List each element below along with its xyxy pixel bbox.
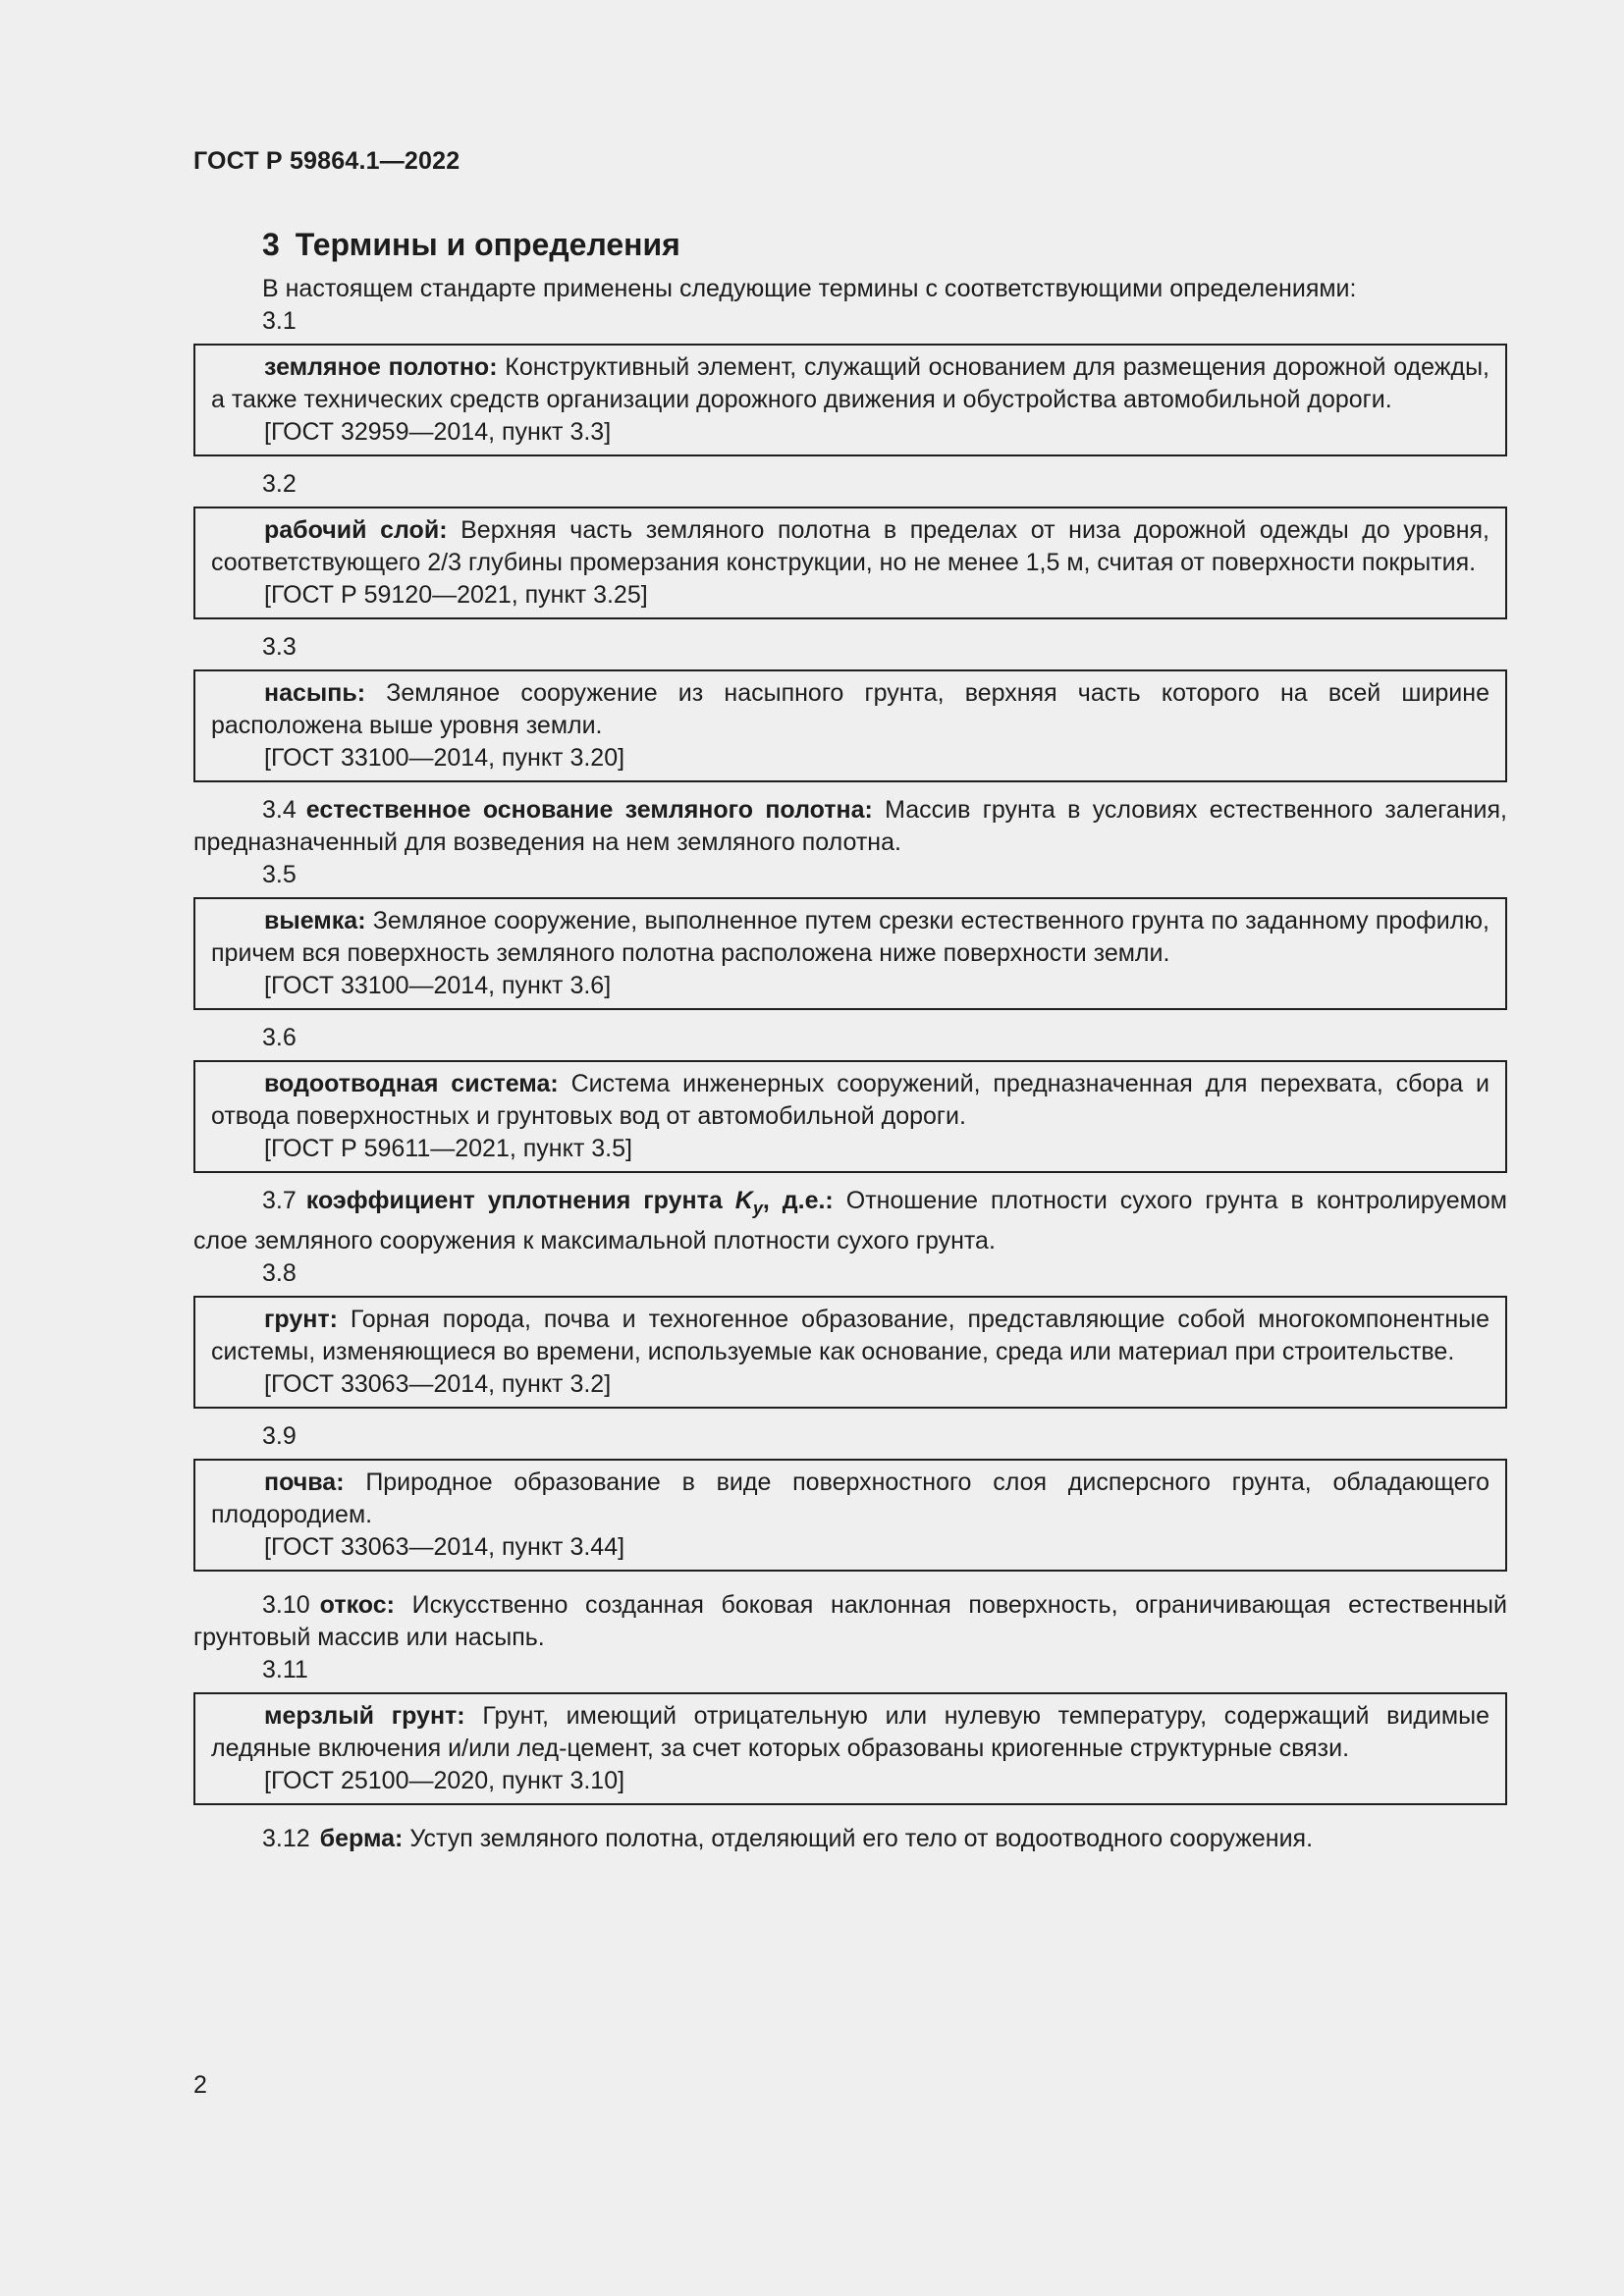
term-box	[193, 669, 1507, 782]
definition-text: Массив грунта в условиях естественного залегания, предназначенный для возведения на нем земляного полотна.	[193, 796, 1507, 856]
term-box	[193, 1296, 1507, 1409]
term-box	[193, 1060, 1507, 1173]
term-name: выемка:	[264, 907, 366, 934]
section-title: Термины и определения	[295, 227, 680, 262]
definition-text: Искусственно созданная боковая наклонная поверхность, ограничивающая естественный грунтовый массив или насыпь.	[193, 1591, 1507, 1651]
term-entry	[193, 859, 1507, 1010]
term-box	[193, 1459, 1507, 1572]
term-name: откос:	[319, 1591, 395, 1619]
definition-text: Система инженерных сооружений, предназначенная для перехвата, сбора и отвода поверхностных и грунтовых вод от автомобильной дороги.	[211, 1070, 1489, 1130]
term-name: коэффициент уплотнения грунта	[305, 1187, 723, 1214]
page-content	[193, 224, 1507, 1855]
intro-paragraph: В настоящем стандарте применены следующие термины с соответствующими определениями:	[262, 275, 1357, 302]
entry-number: 3.3	[262, 633, 297, 661]
entry-number: 3.10	[262, 1591, 310, 1619]
term-definition	[211, 1068, 1489, 1133]
definition-text: Конструктивный элемент, служащий основанием для размещения дорожной одежды, а также технических средств организации дорожного движения и обустройства автомобильной дороги.	[211, 353, 1489, 413]
term-box	[193, 1692, 1507, 1805]
term-name: рабочий слой:	[264, 516, 448, 544]
source-reference: [ГОСТ 25100—2020, пункт 3.10]	[264, 1767, 625, 1794]
term-definition	[211, 514, 1489, 579]
definition-text: Уступ земляного полотна, отделяющий его тело от водоотводного сооружения.	[409, 1825, 1314, 1852]
source-reference: [ГОСТ 33063—2014, пункт 3.44]	[264, 1533, 625, 1561]
entry-number: 3.11	[262, 1656, 308, 1683]
entry-number: 3.5	[262, 861, 297, 888]
symbol-letter: K	[734, 1187, 753, 1214]
term-name: водоотводная система:	[264, 1070, 559, 1097]
term-definition	[211, 905, 1489, 970]
definition-text: Верхняя часть земляного полотна в пределах от низа дорожной одежды до уровня, соответствующего 2/3 глубины промерзания конструкции, но не менее 1,5 м, считая от поверхности покрытия.	[211, 516, 1489, 576]
term-box	[193, 507, 1507, 619]
term-entry	[193, 1654, 1507, 1805]
term-name: насыпь:	[264, 679, 366, 707]
source-reference: [ГОСТ 33100—2014, пункт 3.6]	[264, 972, 612, 999]
definition-text: Грунт, имеющий отрицательную или нулевую температуру, содержащий видимые ледяные включения и/или лед-цемент, за счет которых образованы криогенные структурные связи.	[211, 1702, 1489, 1762]
entry-number: 3.9	[262, 1422, 297, 1450]
definition-text: Земляное сооружение из насыпного грунта, верхняя часть которого на всей ширине расположена выше уровня земли.	[211, 679, 1489, 739]
term-name: грунт:	[264, 1306, 338, 1333]
inline-term-entry	[193, 1823, 1507, 1855]
source-reference: [ГОСТ Р 59120—2021, пункт 3.25]	[264, 581, 648, 609]
entry-number: 3.4	[262, 796, 297, 824]
definition-text: Природное образование в виде поверхностного слоя дисперсного грунта, обладающего плодородием.	[211, 1468, 1489, 1528]
definition-text: Отношение плотности сухого грунта в контролируемом слое земляного сооружения к максимальной плотности сухого грунта.	[193, 1187, 1507, 1255]
term-entry	[193, 1420, 1507, 1572]
source-reference: [ГОСТ 32959—2014, пункт 3.3]	[264, 418, 612, 446]
term-definition	[211, 1467, 1489, 1531]
entry-number: 3.7	[262, 1187, 297, 1214]
section-number: 3	[262, 227, 280, 262]
definition-text: Земляное сооружение, выполненное путем срезки естественного грунта по заданному профилю, причем вся поверхность земляного полотна расположена ниже поверхности земли.	[211, 907, 1489, 967]
entry-number: 3.1	[262, 307, 297, 335]
document-id-header: ГОСТ Р 59864.1—2022	[193, 147, 460, 175]
term-name: берма:	[319, 1825, 404, 1852]
term-entry	[193, 1022, 1507, 1173]
source-reference: [ГОСТ Р 59611—2021, пункт 3.5]	[264, 1135, 632, 1162]
term-name-tail: , д.е.:	[762, 1187, 834, 1214]
symbol-subscript: y	[752, 1199, 763, 1218]
inline-term-entry	[193, 1589, 1507, 1654]
term-entry	[193, 468, 1507, 619]
term-name: естественное основание земляного полотна:	[305, 796, 873, 824]
section-heading	[193, 224, 1507, 265]
entry-number: 3.6	[262, 1024, 297, 1051]
term-definition	[211, 677, 1489, 742]
term-entry	[193, 631, 1507, 782]
source-reference: [ГОСТ 33063—2014, пункт 3.2]	[264, 1370, 612, 1398]
page-number: 2	[193, 2071, 207, 2099]
inline-term-entry	[193, 1185, 1507, 1257]
inline-term-entry	[193, 794, 1507, 859]
entry-number: 3.2	[262, 470, 297, 498]
term-entry	[193, 305, 1507, 456]
term-definition	[211, 1304, 1489, 1368]
term-entry	[193, 1257, 1507, 1409]
term-name: земляное полотно:	[264, 353, 498, 381]
source-reference: [ГОСТ 33100—2014, пункт 3.20]	[264, 744, 625, 772]
entry-number: 3.12	[262, 1825, 310, 1852]
term-name: мерзлый грунт:	[264, 1702, 465, 1730]
entry-number: 3.8	[262, 1259, 297, 1287]
term-box	[193, 897, 1507, 1010]
term-definition	[211, 351, 1489, 416]
term-box	[193, 344, 1507, 456]
definition-text: Горная порода, почва и техногенное образование, представляющие собой многокомпонентные системы, изменяющиеся во времени, используемые как основание, среда или материал при строительстве.	[211, 1306, 1490, 1365]
term-name: почва:	[264, 1468, 345, 1496]
term-definition	[211, 1700, 1489, 1765]
symbol-ky	[734, 1187, 763, 1218]
